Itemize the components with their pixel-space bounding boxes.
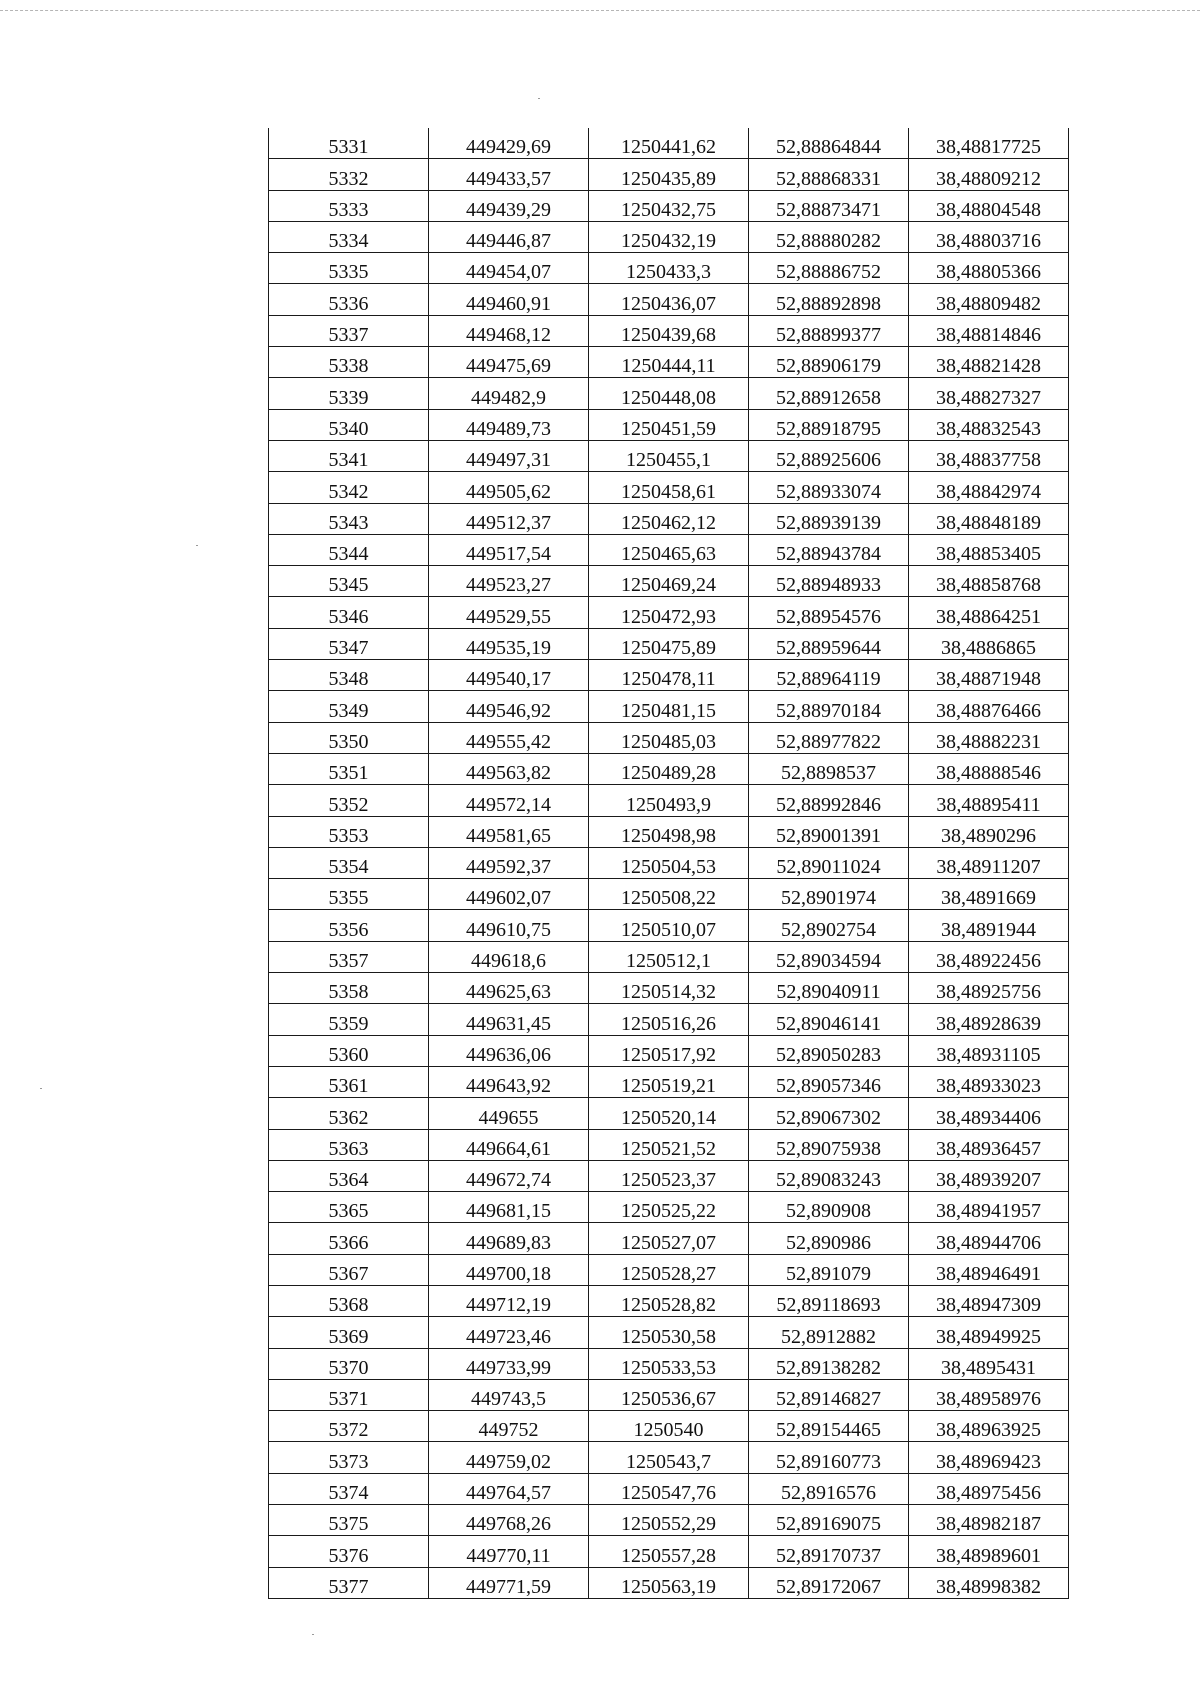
y-coordinate-cell: 1250436,07 <box>589 284 749 315</box>
y-coordinate-cell: 1250475,89 <box>589 628 749 659</box>
longitude-cell: 38,48998382 <box>909 1567 1069 1598</box>
x-coordinate-cell: 449602,07 <box>429 879 589 910</box>
point-number-cell: 5363 <box>269 1129 429 1160</box>
table-row <box>269 1192 1069 1223</box>
latitude-cell: 52,89169075 <box>749 1505 909 1536</box>
y-coordinate-cell: 1250489,28 <box>589 753 749 784</box>
longitude-cell: 38,48832543 <box>909 409 1069 440</box>
point-number-cell: 5335 <box>269 253 429 284</box>
table-row <box>269 534 1069 565</box>
table-row <box>269 503 1069 534</box>
table-row <box>269 941 1069 972</box>
latitude-cell: 52,88864844 <box>749 128 909 159</box>
point-number-cell: 5347 <box>269 628 429 659</box>
latitude-cell: 52,891079 <box>749 1254 909 1285</box>
point-number-cell: 5357 <box>269 941 429 972</box>
x-coordinate-cell: 449636,06 <box>429 1035 589 1066</box>
latitude-cell: 52,89011024 <box>749 847 909 878</box>
y-coordinate-cell: 1250552,29 <box>589 1505 749 1536</box>
y-coordinate-cell: 1250455,1 <box>589 440 749 471</box>
point-number-cell: 5349 <box>269 691 429 722</box>
longitude-cell: 38,48895411 <box>909 785 1069 816</box>
y-coordinate-cell: 1250498,98 <box>589 816 749 847</box>
point-number-cell: 5375 <box>269 1505 429 1536</box>
point-number-cell: 5377 <box>269 1567 429 1598</box>
point-number-cell: 5361 <box>269 1066 429 1097</box>
coordinates-table <box>268 128 1069 1599</box>
point-number-cell: 5340 <box>269 409 429 440</box>
latitude-cell: 52,89138282 <box>749 1348 909 1379</box>
latitude-cell: 52,8898537 <box>749 753 909 784</box>
y-coordinate-cell: 1250528,27 <box>589 1254 749 1285</box>
x-coordinate-cell: 449517,54 <box>429 534 589 565</box>
x-coordinate-cell: 449664,61 <box>429 1129 589 1160</box>
x-coordinate-cell: 449770,11 <box>429 1536 589 1567</box>
y-coordinate-cell: 1250530,58 <box>589 1317 749 1348</box>
x-coordinate-cell: 449768,26 <box>429 1505 589 1536</box>
y-coordinate-cell: 1250512,1 <box>589 941 749 972</box>
point-number-cell: 5370 <box>269 1348 429 1379</box>
y-coordinate-cell: 1250458,61 <box>589 472 749 503</box>
longitude-cell: 38,48989601 <box>909 1536 1069 1567</box>
x-coordinate-cell: 449592,37 <box>429 847 589 878</box>
y-coordinate-cell: 1250435,89 <box>589 159 749 190</box>
longitude-cell: 38,48882231 <box>909 722 1069 753</box>
y-coordinate-cell: 1250527,07 <box>589 1223 749 1254</box>
table-row <box>269 1317 1069 1348</box>
x-coordinate-cell: 449764,57 <box>429 1473 589 1504</box>
x-coordinate-cell: 449681,15 <box>429 1192 589 1223</box>
longitude-cell: 38,48864251 <box>909 597 1069 628</box>
latitude-cell: 52,8916576 <box>749 1473 909 1504</box>
y-coordinate-cell: 1250543,7 <box>589 1442 749 1473</box>
x-coordinate-cell: 449618,6 <box>429 941 589 972</box>
x-coordinate-cell: 449429,69 <box>429 128 589 159</box>
point-number-cell: 5356 <box>269 910 429 941</box>
table-row <box>269 1035 1069 1066</box>
latitude-cell: 52,89075938 <box>749 1129 909 1160</box>
point-number-cell: 5358 <box>269 973 429 1004</box>
y-coordinate-cell: 1250441,62 <box>589 128 749 159</box>
longitude-cell: 38,48944706 <box>909 1223 1069 1254</box>
latitude-cell: 52,88873471 <box>749 190 909 221</box>
scan-speck <box>196 545 198 546</box>
y-coordinate-cell: 1250536,67 <box>589 1379 749 1410</box>
longitude-cell: 38,48949925 <box>909 1317 1069 1348</box>
latitude-cell: 52,88912658 <box>749 378 909 409</box>
x-coordinate-cell: 449454,07 <box>429 253 589 284</box>
x-coordinate-cell: 449610,75 <box>429 910 589 941</box>
x-coordinate-cell: 449689,83 <box>429 1223 589 1254</box>
latitude-cell: 52,8901974 <box>749 879 909 910</box>
x-coordinate-cell: 449512,37 <box>429 503 589 534</box>
scan-speck <box>312 1634 314 1635</box>
x-coordinate-cell: 449672,74 <box>429 1160 589 1191</box>
y-coordinate-cell: 1250462,12 <box>589 503 749 534</box>
point-number-cell: 5372 <box>269 1411 429 1442</box>
longitude-cell: 38,4886865 <box>909 628 1069 659</box>
table-row <box>269 691 1069 722</box>
latitude-cell: 52,88899377 <box>749 315 909 346</box>
y-coordinate-cell: 1250517,92 <box>589 1035 749 1066</box>
x-coordinate-cell: 449743,5 <box>429 1379 589 1410</box>
y-coordinate-cell: 1250520,14 <box>589 1098 749 1129</box>
x-coordinate-cell: 449482,9 <box>429 378 589 409</box>
point-number-cell: 5341 <box>269 440 429 471</box>
table-row <box>269 1004 1069 1035</box>
x-coordinate-cell: 449572,14 <box>429 785 589 816</box>
y-coordinate-cell: 1250563,19 <box>589 1567 749 1598</box>
y-coordinate-cell: 1250469,24 <box>589 566 749 597</box>
scan-speck <box>538 98 540 99</box>
scan-edge-line <box>0 10 1200 11</box>
longitude-cell: 38,48817725 <box>909 128 1069 159</box>
x-coordinate-cell: 449733,99 <box>429 1348 589 1379</box>
longitude-cell: 38,48821428 <box>909 347 1069 378</box>
table-row <box>269 1254 1069 1285</box>
x-coordinate-cell: 449433,57 <box>429 159 589 190</box>
longitude-cell: 38,48837758 <box>909 440 1069 471</box>
latitude-cell: 52,88880282 <box>749 221 909 252</box>
x-coordinate-cell: 449771,59 <box>429 1567 589 1598</box>
y-coordinate-cell: 1250432,19 <box>589 221 749 252</box>
table-row <box>269 347 1069 378</box>
latitude-cell: 52,88892898 <box>749 284 909 315</box>
x-coordinate-cell: 449631,45 <box>429 1004 589 1035</box>
longitude-cell: 38,48963925 <box>909 1411 1069 1442</box>
latitude-cell: 52,8902754 <box>749 910 909 941</box>
x-coordinate-cell: 449581,65 <box>429 816 589 847</box>
table-row <box>269 722 1069 753</box>
longitude-cell: 38,48803716 <box>909 221 1069 252</box>
table-row <box>269 566 1069 597</box>
longitude-cell: 38,48969423 <box>909 1442 1069 1473</box>
longitude-cell: 38,48958976 <box>909 1379 1069 1410</box>
scan-speck <box>40 1088 42 1089</box>
latitude-cell: 52,88939139 <box>749 503 909 534</box>
point-number-cell: 5344 <box>269 534 429 565</box>
longitude-cell: 38,48947309 <box>909 1285 1069 1316</box>
table-row <box>269 221 1069 252</box>
table-row <box>269 847 1069 878</box>
y-coordinate-cell: 1250525,22 <box>589 1192 749 1223</box>
longitude-cell: 38,48934406 <box>909 1098 1069 1129</box>
point-number-cell: 5376 <box>269 1536 429 1567</box>
longitude-cell: 38,48931105 <box>909 1035 1069 1066</box>
table-row <box>269 315 1069 346</box>
table-row <box>269 1379 1069 1410</box>
x-coordinate-cell: 449446,87 <box>429 221 589 252</box>
longitude-cell: 38,48827327 <box>909 378 1069 409</box>
x-coordinate-cell: 449468,12 <box>429 315 589 346</box>
table-row <box>269 440 1069 471</box>
longitude-cell: 38,48809212 <box>909 159 1069 190</box>
point-number-cell: 5333 <box>269 190 429 221</box>
longitude-cell: 38,48982187 <box>909 1505 1069 1536</box>
latitude-cell: 52,89172067 <box>749 1567 909 1598</box>
latitude-cell: 52,890908 <box>749 1192 909 1223</box>
point-number-cell: 5366 <box>269 1223 429 1254</box>
point-number-cell: 5371 <box>269 1379 429 1410</box>
x-coordinate-cell: 449439,29 <box>429 190 589 221</box>
longitude-cell: 38,4890296 <box>909 816 1069 847</box>
point-number-cell: 5364 <box>269 1160 429 1191</box>
longitude-cell: 38,48911207 <box>909 847 1069 878</box>
table-row <box>269 1505 1069 1536</box>
x-coordinate-cell: 449475,69 <box>429 347 589 378</box>
x-coordinate-cell: 449712,19 <box>429 1285 589 1316</box>
latitude-cell: 52,89154465 <box>749 1411 909 1442</box>
point-number-cell: 5343 <box>269 503 429 534</box>
latitude-cell: 52,88906179 <box>749 347 909 378</box>
longitude-cell: 38,48933023 <box>909 1066 1069 1097</box>
longitude-cell: 38,48809482 <box>909 284 1069 315</box>
point-number-cell: 5345 <box>269 566 429 597</box>
table-row <box>269 409 1069 440</box>
y-coordinate-cell: 1250547,76 <box>589 1473 749 1504</box>
y-coordinate-cell: 1250510,07 <box>589 910 749 941</box>
y-coordinate-cell: 1250557,28 <box>589 1536 749 1567</box>
latitude-cell: 52,88886752 <box>749 253 909 284</box>
x-coordinate-cell: 449563,82 <box>429 753 589 784</box>
point-number-cell: 5350 <box>269 722 429 753</box>
longitude-cell: 38,48858768 <box>909 566 1069 597</box>
x-coordinate-cell: 449655 <box>429 1098 589 1129</box>
point-number-cell: 5365 <box>269 1192 429 1223</box>
latitude-cell: 52,88918795 <box>749 409 909 440</box>
x-coordinate-cell: 449759,02 <box>429 1442 589 1473</box>
latitude-cell: 52,88943784 <box>749 534 909 565</box>
point-number-cell: 5368 <box>269 1285 429 1316</box>
latitude-cell: 52,88992846 <box>749 785 909 816</box>
y-coordinate-cell: 1250514,32 <box>589 973 749 1004</box>
x-coordinate-cell: 449523,27 <box>429 566 589 597</box>
latitude-cell: 52,88868331 <box>749 159 909 190</box>
y-coordinate-cell: 1250478,11 <box>589 660 749 691</box>
point-number-cell: 5362 <box>269 1098 429 1129</box>
point-number-cell: 5342 <box>269 472 429 503</box>
x-coordinate-cell: 449700,18 <box>429 1254 589 1285</box>
table-row <box>269 1223 1069 1254</box>
point-number-cell: 5337 <box>269 315 429 346</box>
point-number-cell: 5332 <box>269 159 429 190</box>
longitude-cell: 38,48805366 <box>909 253 1069 284</box>
point-number-cell: 5352 <box>269 785 429 816</box>
longitude-cell: 38,4891944 <box>909 910 1069 941</box>
table-row <box>269 1160 1069 1191</box>
x-coordinate-cell: 449540,17 <box>429 660 589 691</box>
latitude-cell: 52,88970184 <box>749 691 909 722</box>
latitude-cell: 52,89046141 <box>749 1004 909 1035</box>
table-row <box>269 785 1069 816</box>
longitude-cell: 38,48936457 <box>909 1129 1069 1160</box>
latitude-cell: 52,89160773 <box>749 1442 909 1473</box>
longitude-cell: 38,48853405 <box>909 534 1069 565</box>
table-row <box>269 284 1069 315</box>
latitude-cell: 52,88964119 <box>749 660 909 691</box>
longitude-cell: 38,48941957 <box>909 1192 1069 1223</box>
point-number-cell: 5331 <box>269 128 429 159</box>
table-row <box>269 378 1069 409</box>
point-number-cell: 5373 <box>269 1442 429 1473</box>
y-coordinate-cell: 1250451,59 <box>589 409 749 440</box>
x-coordinate-cell: 449529,55 <box>429 597 589 628</box>
table-row <box>269 660 1069 691</box>
table-row <box>269 128 1069 159</box>
x-coordinate-cell: 449505,62 <box>429 472 589 503</box>
y-coordinate-cell: 1250519,21 <box>589 1066 749 1097</box>
y-coordinate-cell: 1250432,75 <box>589 190 749 221</box>
y-coordinate-cell: 1250493,9 <box>589 785 749 816</box>
y-coordinate-cell: 1250528,82 <box>589 1285 749 1316</box>
y-coordinate-cell: 1250485,03 <box>589 722 749 753</box>
table-row <box>269 628 1069 659</box>
longitude-cell: 38,48804548 <box>909 190 1069 221</box>
y-coordinate-cell: 1250540 <box>589 1411 749 1442</box>
longitude-cell: 38,48928639 <box>909 1004 1069 1035</box>
x-coordinate-cell: 449752 <box>429 1411 589 1442</box>
table-row <box>269 1567 1069 1598</box>
latitude-cell: 52,8912882 <box>749 1317 909 1348</box>
y-coordinate-cell: 1250504,53 <box>589 847 749 878</box>
longitude-cell: 38,48946491 <box>909 1254 1069 1285</box>
latitude-cell: 52,89067302 <box>749 1098 909 1129</box>
x-coordinate-cell: 449546,92 <box>429 691 589 722</box>
y-coordinate-cell: 1250533,53 <box>589 1348 749 1379</box>
table-row <box>269 1129 1069 1160</box>
longitude-cell: 38,48939207 <box>909 1160 1069 1191</box>
y-coordinate-cell: 1250448,08 <box>589 378 749 409</box>
longitude-cell: 38,48871948 <box>909 660 1069 691</box>
latitude-cell: 52,89050283 <box>749 1035 909 1066</box>
x-coordinate-cell: 449535,19 <box>429 628 589 659</box>
latitude-cell: 52,89001391 <box>749 816 909 847</box>
longitude-cell: 38,48975456 <box>909 1473 1069 1504</box>
table-row <box>269 1536 1069 1567</box>
latitude-cell: 52,89146827 <box>749 1379 909 1410</box>
table-row <box>269 1285 1069 1316</box>
longitude-cell: 38,48888546 <box>909 753 1069 784</box>
point-number-cell: 5360 <box>269 1035 429 1066</box>
table-row <box>269 597 1069 628</box>
table-row <box>269 816 1069 847</box>
y-coordinate-cell: 1250444,11 <box>589 347 749 378</box>
point-number-cell: 5354 <box>269 847 429 878</box>
table-row <box>269 190 1069 221</box>
latitude-cell: 52,88925606 <box>749 440 909 471</box>
y-coordinate-cell: 1250481,15 <box>589 691 749 722</box>
latitude-cell: 52,89040911 <box>749 973 909 1004</box>
point-number-cell: 5336 <box>269 284 429 315</box>
table-row <box>269 1348 1069 1379</box>
latitude-cell: 52,88977822 <box>749 722 909 753</box>
table-row <box>269 1473 1069 1504</box>
table-row <box>269 1442 1069 1473</box>
point-number-cell: 5351 <box>269 753 429 784</box>
x-coordinate-cell: 449497,31 <box>429 440 589 471</box>
point-number-cell: 5338 <box>269 347 429 378</box>
table-row <box>269 753 1069 784</box>
y-coordinate-cell: 1250439,68 <box>589 315 749 346</box>
longitude-cell: 38,48842974 <box>909 472 1069 503</box>
x-coordinate-cell: 449723,46 <box>429 1317 589 1348</box>
table-row <box>269 253 1069 284</box>
latitude-cell: 52,88959644 <box>749 628 909 659</box>
point-number-cell: 5355 <box>269 879 429 910</box>
longitude-cell: 38,48814846 <box>909 315 1069 346</box>
table-row <box>269 1411 1069 1442</box>
latitude-cell: 52,88948933 <box>749 566 909 597</box>
point-number-cell: 5346 <box>269 597 429 628</box>
x-coordinate-cell: 449555,42 <box>429 722 589 753</box>
table-row <box>269 879 1069 910</box>
table-row <box>269 973 1069 1004</box>
y-coordinate-cell: 1250433,3 <box>589 253 749 284</box>
y-coordinate-cell: 1250523,37 <box>589 1160 749 1191</box>
point-number-cell: 5353 <box>269 816 429 847</box>
point-number-cell: 5348 <box>269 660 429 691</box>
y-coordinate-cell: 1250508,22 <box>589 879 749 910</box>
latitude-cell: 52,89118693 <box>749 1285 909 1316</box>
x-coordinate-cell: 449643,92 <box>429 1066 589 1097</box>
point-number-cell: 5339 <box>269 378 429 409</box>
latitude-cell: 52,89170737 <box>749 1536 909 1567</box>
point-number-cell: 5374 <box>269 1473 429 1504</box>
table-row <box>269 159 1069 190</box>
latitude-cell: 52,890986 <box>749 1223 909 1254</box>
point-number-cell: 5369 <box>269 1317 429 1348</box>
x-coordinate-cell: 449625,63 <box>429 973 589 1004</box>
latitude-cell: 52,88933074 <box>749 472 909 503</box>
table-row <box>269 472 1069 503</box>
latitude-cell: 52,89034594 <box>749 941 909 972</box>
table-row <box>269 1066 1069 1097</box>
table-row <box>269 910 1069 941</box>
latitude-cell: 52,89057346 <box>749 1066 909 1097</box>
longitude-cell: 38,4891669 <box>909 879 1069 910</box>
longitude-cell: 38,48848189 <box>909 503 1069 534</box>
y-coordinate-cell: 1250516,26 <box>589 1004 749 1035</box>
longitude-cell: 38,4895431 <box>909 1348 1069 1379</box>
point-number-cell: 5367 <box>269 1254 429 1285</box>
point-number-cell: 5359 <box>269 1004 429 1035</box>
x-coordinate-cell: 449489,73 <box>429 409 589 440</box>
longitude-cell: 38,48925756 <box>909 973 1069 1004</box>
y-coordinate-cell: 1250521,52 <box>589 1129 749 1160</box>
point-number-cell: 5334 <box>269 221 429 252</box>
latitude-cell: 52,88954576 <box>749 597 909 628</box>
table-row <box>269 1098 1069 1129</box>
y-coordinate-cell: 1250472,93 <box>589 597 749 628</box>
longitude-cell: 38,48922456 <box>909 941 1069 972</box>
coordinates-table-body <box>269 128 1069 1598</box>
x-coordinate-cell: 449460,91 <box>429 284 589 315</box>
latitude-cell: 52,89083243 <box>749 1160 909 1191</box>
longitude-cell: 38,48876466 <box>909 691 1069 722</box>
y-coordinate-cell: 1250465,63 <box>589 534 749 565</box>
